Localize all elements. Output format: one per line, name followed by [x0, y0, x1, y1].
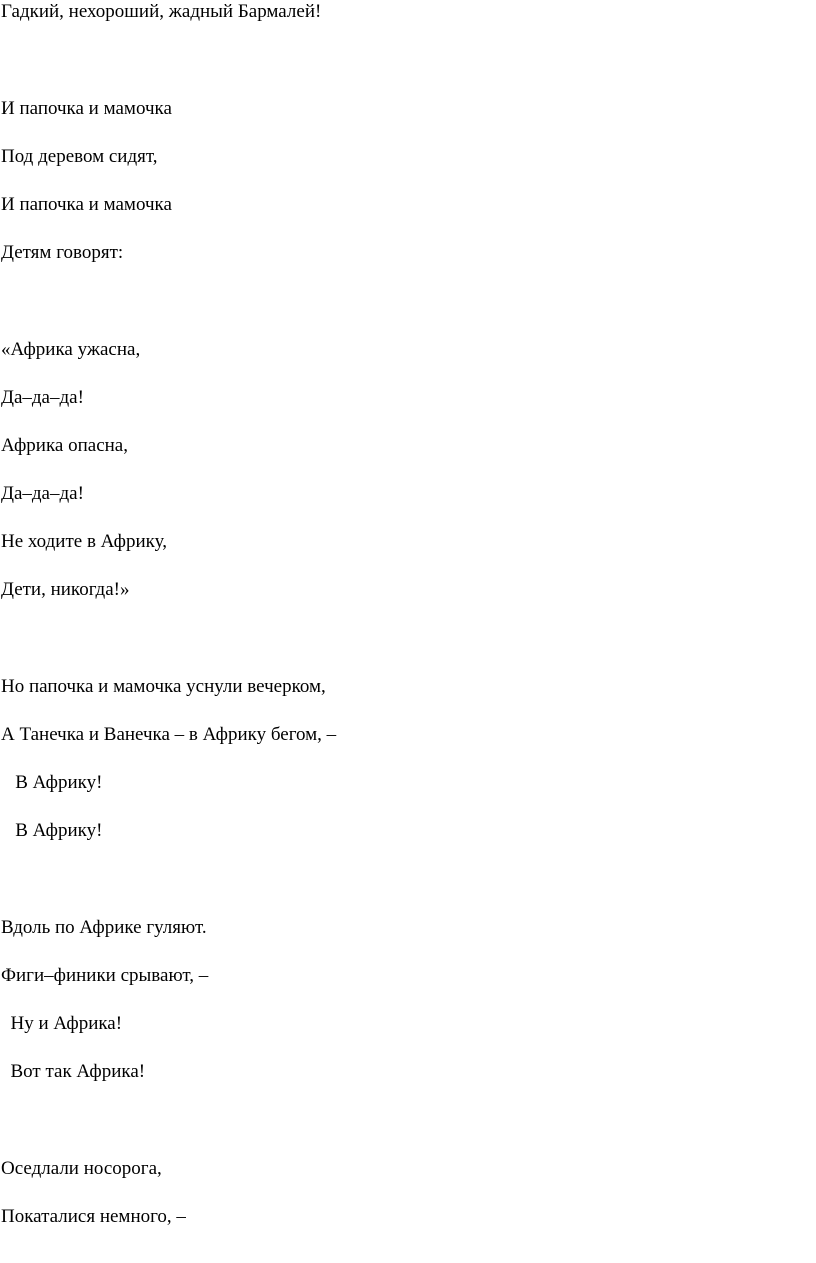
poem-line: Но папочка и мамочка уснули вечерком,: [1, 676, 326, 697]
poem-line: И папочка и мамочка: [1, 98, 172, 119]
poem-line: Ну и Африка!: [1, 1013, 123, 1034]
poem-line: Вдоль по Африке гуляют.: [1, 917, 207, 938]
poem-line: В Африку!: [1, 772, 103, 793]
poem-line: Под деревом сидят,: [1, 146, 158, 167]
poem-line: Детям говорят:: [1, 242, 124, 263]
poem-line: Гадкий, нехороший, жадный Бармалей!: [1, 1, 322, 22]
poem-line: Да–да–да!: [1, 483, 84, 504]
poem-line: Фиги–финики срывают, –: [1, 965, 209, 986]
poem-line: А Танечка и Ванечка – в Африку бегом, –: [1, 724, 337, 745]
poem-line: В Африку!: [1, 820, 103, 841]
poem-line: «Африка ужасна,: [1, 339, 141, 360]
poem-line: Вот так Африка!: [1, 1061, 146, 1082]
poem-line: Дети, никогда!»: [1, 579, 130, 600]
poem-line: Не ходите в Африку,: [1, 531, 167, 552]
poem-line: И папочка и мамочка: [1, 194, 172, 215]
poem-line: Да–да–да!: [1, 387, 84, 408]
poem-line: Оседлали носорога,: [1, 1158, 162, 1179]
poem-line: Покаталися немного, –: [1, 1206, 186, 1227]
poem-line: Африка опасна,: [1, 435, 128, 456]
